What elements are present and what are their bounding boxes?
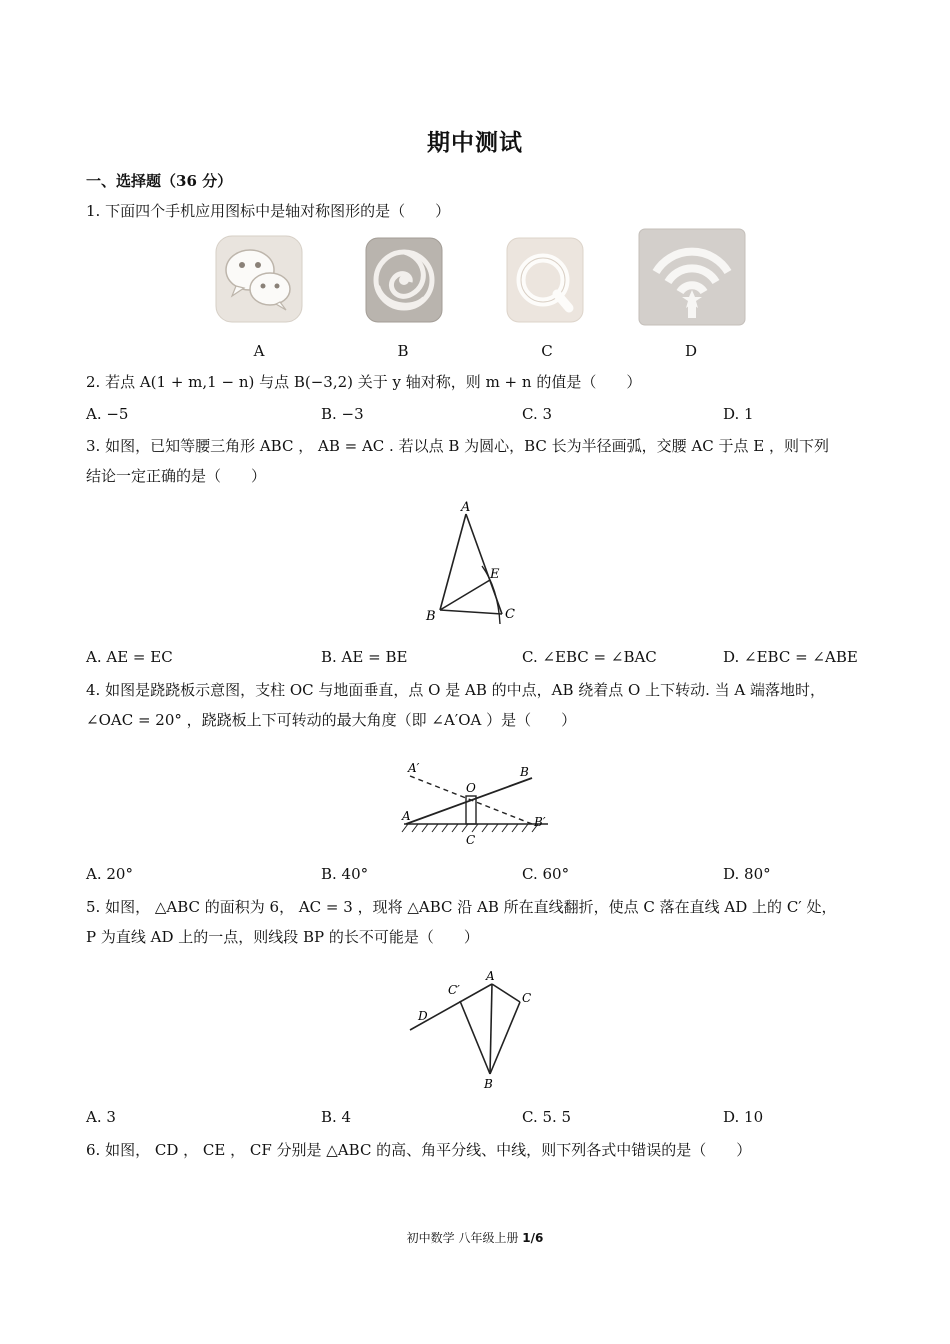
icon-label-a: A <box>253 342 265 360</box>
icon-label-b: B <box>397 342 409 360</box>
icon-label-d: D <box>684 342 698 360</box>
question-3-text-line1: 3. 如图，已知等腰三角形 ABC ， AB = AC . 若以点 B 为圆心，BC 长为半径画弧，交腰 AC 于点 E ，则下列 <box>86 437 830 455</box>
option-b: B. AE = BE <box>321 648 408 666</box>
option-b: B. 4 <box>321 1108 352 1126</box>
option-c: C. 3 <box>522 405 553 423</box>
point-b-label: B <box>426 609 436 624</box>
question-2-options <box>86 405 886 425</box>
question-5-text-line2: P 为直线 AD 上的一点，则线段 BP 的长不可能是（ ） <box>86 928 479 946</box>
option-a: A. 3 <box>86 1108 116 1126</box>
point-c-label: C <box>466 833 476 847</box>
option-c: C. 5. 5 <box>522 1108 572 1126</box>
question-6-text: 6. 如图， CD ， CE ， CF 分别是 △ABC 的高、角平分线、中线，则下列各式中错误的是（ ） <box>86 1141 752 1159</box>
question-3-figure <box>418 498 528 634</box>
option-a: A. 20° <box>86 865 133 883</box>
point-a-label: A <box>461 500 471 515</box>
question-3-text-line2: 结论一定正确的是（ ） <box>86 467 267 485</box>
page-footer <box>0 1229 950 1246</box>
question-1-icon-row <box>0 228 950 338</box>
point-c-label: C <box>505 607 515 622</box>
page-number: 1/6 <box>522 1231 544 1245</box>
option-d: D. 80° <box>723 865 771 883</box>
point-e-label: E <box>490 567 500 582</box>
option-b: B. −3 <box>321 405 364 423</box>
point-b-label: B <box>520 765 529 779</box>
point-c-label: C <box>522 991 532 1005</box>
option-d: D. 10 <box>723 1108 764 1126</box>
option-d: D. ∠EBC = ∠ABE <box>723 648 858 666</box>
question-5-options <box>86 1108 886 1128</box>
search-q-icon <box>505 236 585 330</box>
question-4-text-line1: 4. 如图是跷跷板示意图，支柱 OC 与地面垂直，点 O 是 AB 的中点，AB 绕着点 O 上下转动. 当 A 端落地时， <box>86 681 825 699</box>
section-heading: 一、选择题（36 分） <box>86 172 233 190</box>
point-b-prime-label: B′ <box>534 815 546 829</box>
point-d-label: D <box>418 1009 428 1023</box>
question-5-text-line1: 5. 如图， △ABC 的面积为 6， AC = 3 ，现将 △ABC 沿 AB 所在直线翻折，使点 C 落在直线 AD 上的 C′ 处， <box>86 898 837 916</box>
question-2-text: 2. 若点 A(1 + m,1 − n) 与点 B(−3,2) 关于 y 轴对称，则 m + n 的值是（ ） <box>86 373 642 391</box>
question-4-figure <box>398 758 558 854</box>
question-4-options <box>86 865 886 885</box>
option-d: D. 1 <box>723 405 754 423</box>
question-3-options <box>86 648 886 668</box>
footer-text: 初中数学 八年级上册 <box>406 1231 523 1245</box>
wechat-icon <box>214 234 304 328</box>
point-a-prime-label: A′ <box>408 761 420 775</box>
option-a: A. AE = EC <box>86 648 173 666</box>
point-c-prime-label: C′ <box>448 983 460 997</box>
wifi-icon <box>638 228 746 330</box>
question-1-text: 1. 下面四个手机应用图标中是轴对称图形的是（ ） <box>86 202 451 220</box>
icon-label-c: C <box>541 342 553 360</box>
page-title: 期中测试 <box>427 129 523 156</box>
option-a: A. −5 <box>86 405 129 423</box>
option-c: C. ∠EBC = ∠BAC <box>522 648 657 666</box>
point-a-label: A <box>486 969 495 983</box>
point-b-label: B <box>484 1077 493 1091</box>
option-c: C. 60° <box>522 865 570 883</box>
point-o-label: O <box>466 781 476 795</box>
swirl-icon <box>364 236 444 330</box>
point-a-label: A <box>402 809 411 823</box>
question-4-text-line2: ∠OAC = 20° ，跷跷板上下可转动的最大角度（即 ∠A′OA ）是（ ） <box>86 711 577 729</box>
question-5-figure <box>404 968 544 1096</box>
option-b: B. 40° <box>321 865 369 883</box>
